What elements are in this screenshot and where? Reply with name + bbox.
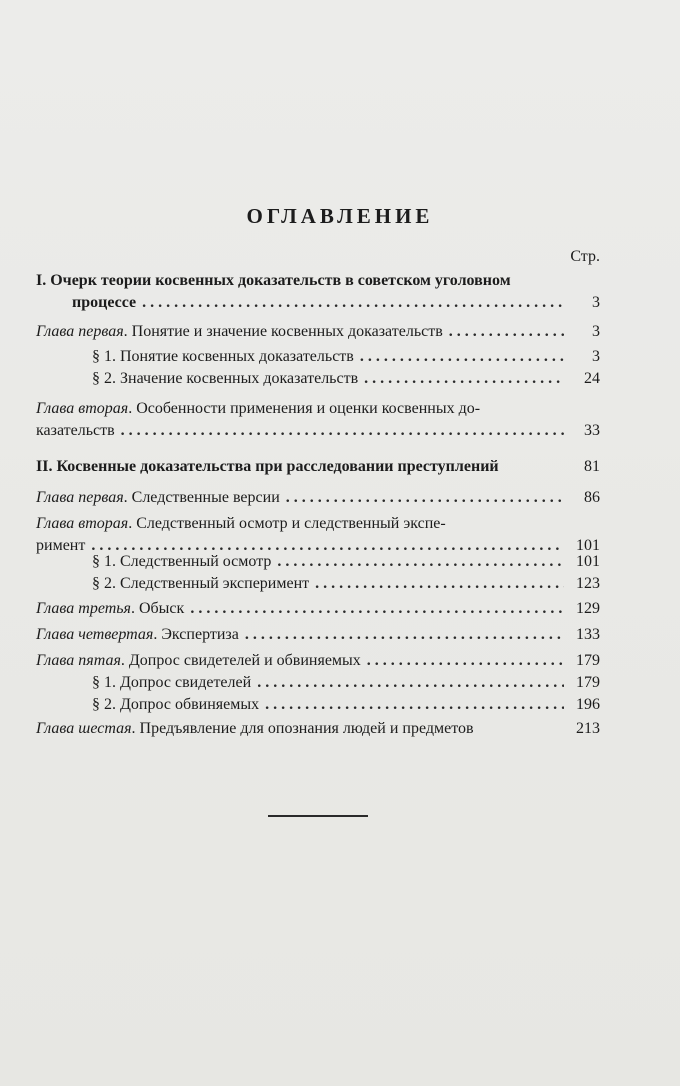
toc-heading: ОГЛАВЛЕНИЕ: [246, 204, 434, 228]
toc-part-2: [36, 456, 600, 478]
leader-dots: [315, 573, 564, 595]
page-number: 129: [576, 600, 600, 617]
part-1-title-line2: процессе: [72, 294, 137, 311]
chapter-prefix: Глава первая: [36, 489, 124, 506]
toc-section: [92, 368, 600, 390]
toc-section: [92, 346, 600, 368]
leader-dots: [142, 292, 564, 314]
chapter-title-line1: . Особенности применения и оценки косвенных до-: [128, 400, 481, 417]
page-number: 81: [584, 458, 600, 475]
toc-section: [92, 551, 600, 573]
page-number: 101: [576, 537, 600, 554]
page-number: 3: [592, 323, 600, 340]
leader-dots: [245, 624, 564, 646]
page-number: 3: [592, 348, 600, 365]
part-1-title-line1: I. Очерк теории косвенных доказательств в советском уголовном: [36, 272, 511, 289]
chapter-prefix: Глава шестая: [36, 720, 132, 737]
leader-dots: [367, 650, 564, 672]
page-number: 133: [576, 626, 600, 643]
chapter-title: . Предъявление для опознания людей и предметов: [131, 720, 474, 737]
leader-dots: [286, 487, 564, 509]
chapter-title: . Допрос свидетелей и обвиняемых: [120, 652, 361, 669]
toc-chapter: [36, 321, 600, 343]
chapter-title: . Экспертиза: [153, 626, 239, 643]
section-title: § 2. Следственный эксперимент: [92, 575, 310, 592]
toc-chapter: [36, 650, 600, 672]
chapter-title-line1: . Следственный осмотр и следственный экспе-: [128, 515, 446, 532]
toc-section: [92, 672, 600, 694]
section-title: § 2. Значение косвенных доказательств: [92, 370, 359, 387]
page-number: 196: [576, 696, 600, 713]
leader-dots: [277, 551, 564, 573]
section-title: § 2. Допрос обвиняемых: [92, 696, 260, 713]
page-number: 86: [584, 489, 600, 506]
toc-section: [92, 573, 600, 595]
leader-dots: [265, 694, 564, 716]
chapter-prefix: Глава пятая: [36, 652, 121, 669]
chapter-prefix: Глава вторая: [36, 400, 129, 417]
toc-section: [92, 694, 600, 716]
section-title: § 1. Понятие косвенных доказательств: [92, 348, 354, 365]
chapter-prefix: Глава первая: [36, 323, 124, 340]
toc-chapter: [36, 598, 600, 620]
page-number: 123: [576, 575, 600, 592]
page-number: 24: [584, 370, 600, 387]
page-number: 213: [576, 720, 600, 737]
leader-dots: [364, 368, 564, 390]
chapter-title: . Следственные версии: [123, 489, 280, 506]
page-number: 179: [576, 674, 600, 691]
leader-dots: [190, 598, 564, 620]
leader-dots: [449, 321, 564, 343]
page-number: 33: [584, 422, 600, 439]
leader-dots: [121, 420, 564, 442]
chapter-title-line2: римент: [36, 537, 86, 554]
chapter-title-line2: казательств: [36, 422, 115, 439]
chapter-title: . Понятие и значение косвенных доказательств: [123, 323, 443, 340]
toc-chapter: [36, 487, 600, 509]
chapter-prefix: Глава третья: [36, 600, 131, 617]
section-title: § 1. Допрос свидетелей: [92, 674, 252, 691]
page-column-label: Стр.: [570, 248, 600, 265]
chapter-prefix: Глава четвертая: [36, 626, 154, 643]
toc-chapter: [36, 398, 600, 442]
page-number: 3: [592, 294, 600, 311]
leader-dots: [257, 672, 564, 694]
end-rule-divider: [268, 815, 368, 817]
section-title: § 1. Следственный осмотр: [92, 553, 272, 570]
leader-dots: [360, 346, 564, 368]
part-2-title: II. Косвенные доказательства при расследовании преступлений: [36, 458, 499, 475]
chapter-prefix: Глава вторая: [36, 515, 129, 532]
chapter-title: . Обыск: [130, 600, 185, 617]
toc-chapter: [36, 624, 600, 646]
toc-part-1: [36, 270, 600, 314]
page-number: 179: [576, 652, 600, 669]
toc-chapter: [36, 718, 600, 740]
page-number: 101: [576, 553, 600, 570]
